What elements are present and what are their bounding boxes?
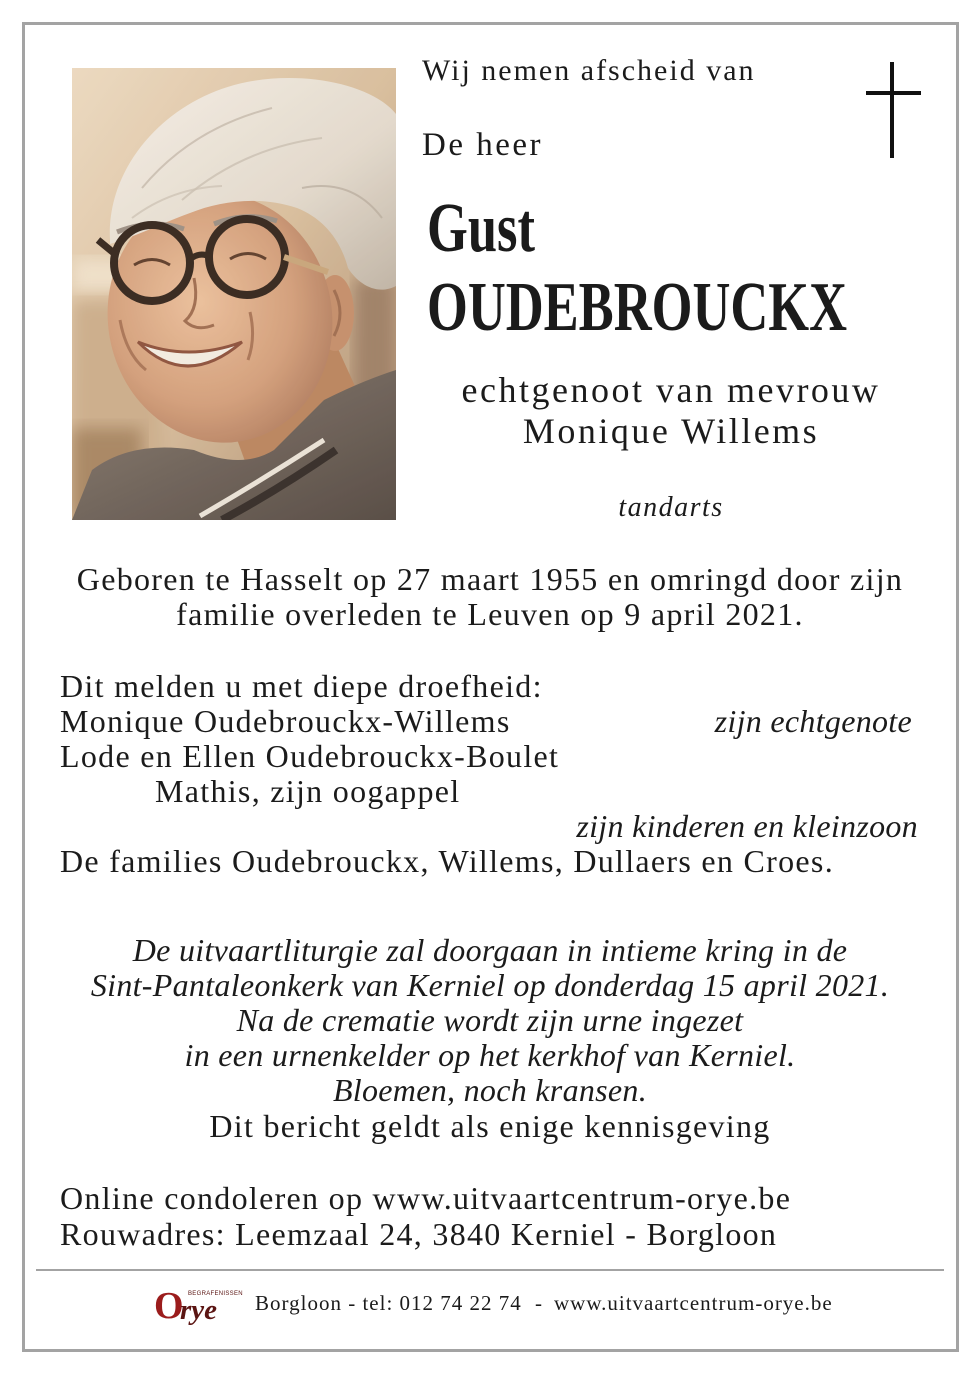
logo-initial: O	[154, 1285, 184, 1327]
announcement-line-2: familie overleden te Leuven op 9 april 2021.	[176, 596, 804, 632]
funeral-closing: Dit bericht geldt als enige kennisgeving	[209, 1108, 771, 1144]
spouse-line-1: echtgenoot van mevrouw	[461, 370, 881, 410]
spouse-line-2: Monique Willems	[522, 411, 820, 451]
mourner-children-role: zijn kinderen en kleinzoon	[576, 808, 918, 844]
intro-text: Wij nemen afscheid van	[422, 54, 756, 87]
mourner-children: Lode en Ellen Oudebrouckx-Boulet	[60, 738, 560, 774]
funeral-line-2: Sint-Pantaleonkerk van Kerniel op donderdag 15 april 2021.	[90, 967, 890, 1003]
funeral-line-5: Bloemen, noch kransen.	[332, 1072, 648, 1108]
honorific-title: De heer	[422, 127, 544, 163]
condolences-line: Online condoleren op www.uitvaartcentrum-orye.be	[60, 1180, 792, 1216]
footer-divider	[36, 1269, 944, 1271]
portrait-photo	[72, 68, 396, 520]
logo-rest: rye	[180, 1294, 218, 1326]
last-name: OUDEBROUCKX	[427, 269, 848, 346]
funeral-line-4: in een urnenkelder op het kerkhof van Kerniel.	[184, 1037, 796, 1073]
cross-vertical	[890, 62, 894, 158]
mourning-address: Rouwadres: Leemzaal 24, 3840 Kerniel - Borgloon	[60, 1216, 778, 1252]
footer-website: www.uitvaartcentrum-orye.be	[554, 1291, 833, 1315]
mourner-families: De families Oudebrouckx, Willems, Dullaers en Croes.	[60, 843, 834, 879]
mourners-intro: Dit melden u met diepe droefheid:	[60, 668, 543, 704]
mourner-spouse-role: zijn echtgenote	[714, 703, 912, 739]
announcement-line-1: Geboren te Hasselt op 27 maart 1955 en omringd door zijn	[76, 561, 904, 597]
footer-separator: -	[535, 1291, 543, 1315]
mourner-grandchild: Mathis, zijn oogappel	[155, 773, 461, 809]
funeral-line-3: Na de crematie wordt zijn urne ingezet	[236, 1002, 744, 1038]
footer-location-phone: Borgloon - tel: 012 74 22 74	[255, 1291, 522, 1315]
portrait-illustration	[72, 68, 396, 520]
first-name: Gust	[427, 190, 535, 267]
logo-subtitle: BEGRAFENISSEN	[188, 1291, 243, 1297]
cross-horizontal	[866, 91, 921, 95]
mourner-spouse: Monique Oudebrouckx-Willems	[60, 703, 511, 739]
profession: tandarts	[618, 492, 724, 523]
funeral-line-1: De uitvaartliturgie zal doorgaan in intieme kring in de	[132, 932, 848, 968]
